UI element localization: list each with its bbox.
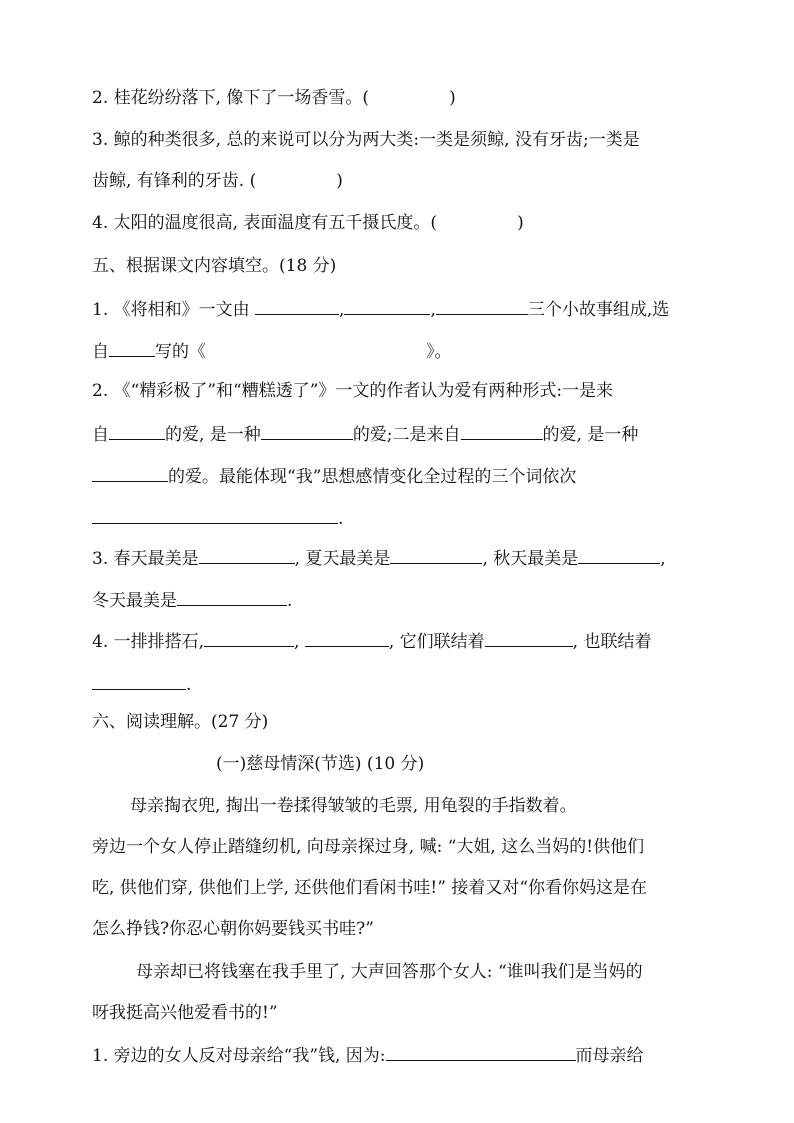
answer-blank[interactable] [177,587,287,606]
answer-blank[interactable] [578,545,660,564]
passage-paragraph-1: 母亲掏衣兜, 掏出一卷揉得皱皱的毛票, 用龟裂的手指数着。 [130,796,577,816]
passage-paragraph-2-line-2: 吃, 供他们穿, 供他们上学, 还供他们看闲书哇!” 接着又对“你看你妈这是在 [92,878,648,898]
fill-item-1-cont: 自 写的《 》。 [92,338,712,364]
fill-item-2-cont2: 的爱。最能体现“我”思想感情变化全过程的三个词依次 [92,463,712,489]
passage-paragraph-3-line-1: 母亲却已将钱塞在我手里了, 大声回答那个女人: “谁叫我们是当妈的 [136,962,643,982]
fill-item-4: 4. 一排排搭石, , , 它们联结着 , 也联结着 [92,628,712,654]
answer-blank[interactable] [461,421,543,440]
answer-blank[interactable] [390,545,482,564]
answer-blank[interactable] [92,463,168,482]
fill-item-4-cont: . [92,671,712,697]
passage-title: (一)慈母情深(节选) (10 分) [216,754,425,774]
answer-blank[interactable] [92,505,338,524]
reading-question-1: 1. 旁边的女人反对母亲给“我”钱, 因为: 而母亲给 [92,1042,712,1068]
judge-item-3 [92,128,712,152]
section-heading-6: 六、阅读理解。(27 分) [92,712,269,732]
answer-blank[interactable] [92,671,186,690]
fill-item-3-cont: 冬天最美是 . [92,587,712,613]
answer-blank[interactable] [199,545,295,564]
answer-blank[interactable] [344,296,430,315]
item-text: 齿鲸, 有锋利的牙齿. ( [92,171,257,191]
passage-paragraph-2-line-3: 怎么挣钱?你忍心朝你妈要钱买书哇?” [92,919,374,939]
fill-item-3: 3. 春天最美是 , 夏天最美是 , 秋天最美是 , [92,545,712,571]
answer-blank[interactable] [436,296,528,315]
fill-item-1: 1. 《将相和》一文由 , , 三个小故事组成,选 [92,296,712,322]
judge-item-3-cont: 齿鲸, 有锋利的牙齿. ( ) [92,171,343,191]
answer-blank[interactable] [204,628,294,647]
fill-item-2-cont3: . [92,505,712,531]
answer-blank[interactable] [109,338,155,357]
section-heading-5: 五、根据课文内容填空。(18 分) [92,256,337,276]
answer-blank[interactable] [109,421,165,440]
judge-item-2: 2. 桂花纷纷落下, 像下了一场香雪。( ) [92,88,456,108]
item-text: 2. 桂花纷纷落下, 像下了一场香雪。( [92,88,370,108]
item-text: 4. 太阳的温度很高, 表面温度有五千摄氏度。( [92,213,438,233]
fill-item-2: 2. 《“精彩极了”和“糟糕透了”》一文的作者认为爱有两种形式:一是来 [92,381,614,401]
answer-blank[interactable] [305,628,389,647]
judge-item-4: 4. 太阳的温度很高, 表面温度有五千摄氏度。( ) [92,213,524,233]
answer-blank[interactable] [485,628,573,647]
item-text: 3. 鲸的种类很多, 总的来说可以分为两大类:一类是须鲸, 没有牙齿;一类是 [92,130,640,150]
answer-blank[interactable] [261,421,353,440]
fill-item-2-cont: 自 的爱, 是一种 的爱;二是来自 的爱, 是一种 [92,421,712,447]
passage-paragraph-2-line-1: 旁边一个女人停止踏缝纫机, 向母亲探过身, 喊: “大姐, 这么当妈的!供他们 [92,837,645,857]
answer-blank[interactable] [255,296,339,315]
passage-paragraph-3-line-2: 呀我挺高兴他爱看书的!” [92,1003,278,1023]
answer-blank[interactable] [386,1042,576,1061]
